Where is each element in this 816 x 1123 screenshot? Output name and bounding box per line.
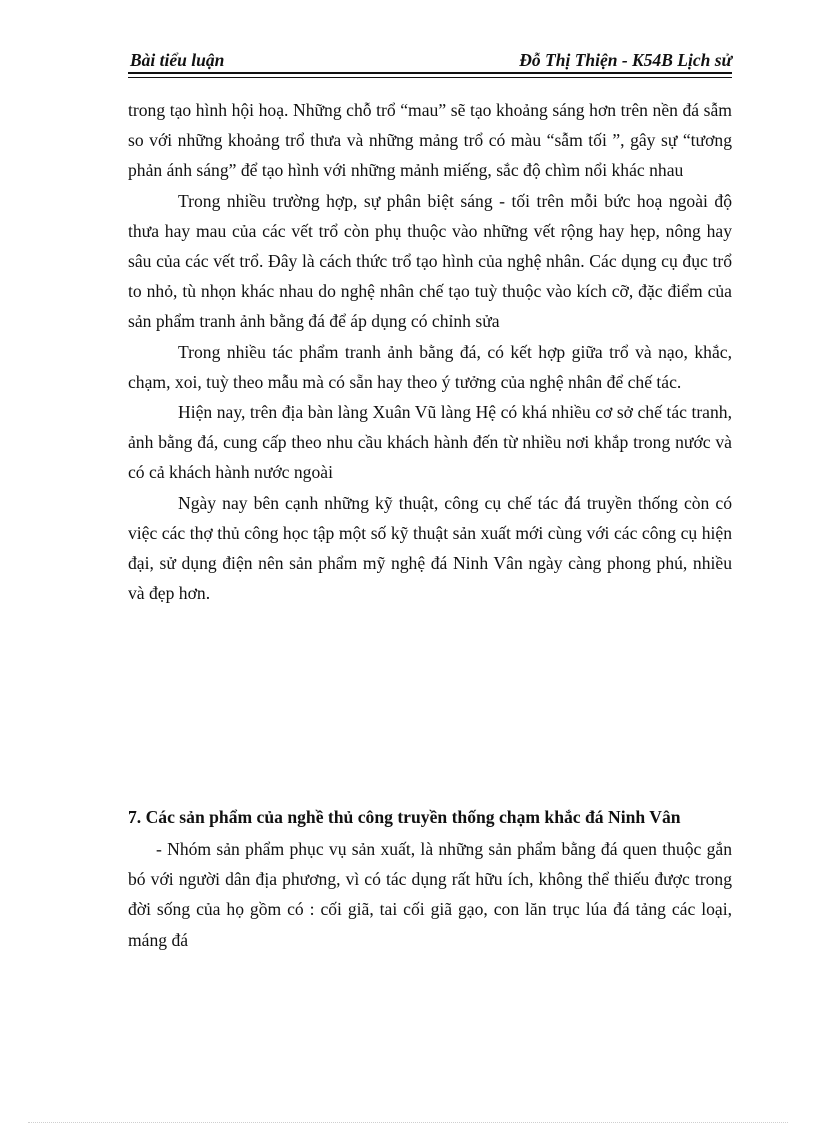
paragraph-2: Trong nhiều trường hợp, sự phân biệt sáng - tối trên mỗi bức hoạ ngoài độ thưa hay mau của các vết trổ còn phụ thuộc vào những vết rộng hay hẹp, nông hay sâu của các vết trổ. Đây là cách thức trổ tạo hình của nghệ nhân. Các dụng cụ đục trổ to nhỏ, tù nhọn khác nhau do nghệ nhân chế tạo tuỳ thuộc vào kích cỡ, đặc điểm của sản phẩm tranh ảnh bằng đá để áp dụng có chỉnh sửa — [128, 190, 732, 332]
paragraph-3: Trong nhiều tác phẩm tranh ảnh bằng đá, có kết hợp giữa trổ và nạo, khắc, chạm, xoi, tuỳ theo mẫu mà có sẵn hay theo ý tưởng của nghệ nhân để chế tác. — [128, 341, 732, 392]
paragraph-1: trong tạo hình hội hoạ. Những chỗ trổ “mau” sẽ tạo khoảng sáng hơn trên nền đá sẫm so với những khoảng trổ thưa và những mảng trổ có màu “sẫm tối ”, gây sự “tương phản ánh sáng” để tạo hình với những mảnh miếng, sắc độ chìm nổi khác nhau — [128, 100, 732, 181]
page-header — [128, 46, 732, 74]
header-rule-thick — [128, 72, 732, 74]
section-content — [128, 834, 732, 955]
header-rule-thin — [128, 77, 732, 78]
body-text — [128, 95, 732, 608]
header-title: Bài tiểu luận — [130, 50, 225, 70]
paragraph-4: Hiện nay, trên địa bàn làng Xuân Vũ làng Hệ có khá nhiều cơ sở chế tác tranh, ảnh bằng đá, cung cấp theo nhu cầu khách hành đến từ nhiều nơi khắp trong nước và có cả khách hành nước ngoài — [128, 402, 732, 483]
paragraph-5: Ngày nay bên cạnh những kỹ thuật, công cụ chế tác đá truyền thống còn có việc các thợ thủ công học tập một số kỹ thuật sản xuất mới cùng với các công cụ hiện đại, sử dụng điện nên sản phẩm mỹ nghệ đá Ninh Vân ngày càng phong phú, nhiều và đẹp hơn. — [128, 492, 732, 604]
header-author: Đỗ Thị Thiện - K54B Lịch sử — [519, 50, 732, 70]
section-heading: 7. Các sản phẩm của nghề thủ công truyền thống chạm khắc đá Ninh Vân — [128, 807, 681, 827]
list-item: - Nhóm sản phẩm phục vụ sản xuất, là những sản phẩm bằng đá quen thuộc gắn bó với người dân địa phương, vì có tác dụng rất hữu ích, không thể thiếu được trong đời sống của họ gồm có : cối giã, tai cối giã gạo, con lăn trục lúa đá tảng các loại, máng đá — [128, 839, 732, 950]
